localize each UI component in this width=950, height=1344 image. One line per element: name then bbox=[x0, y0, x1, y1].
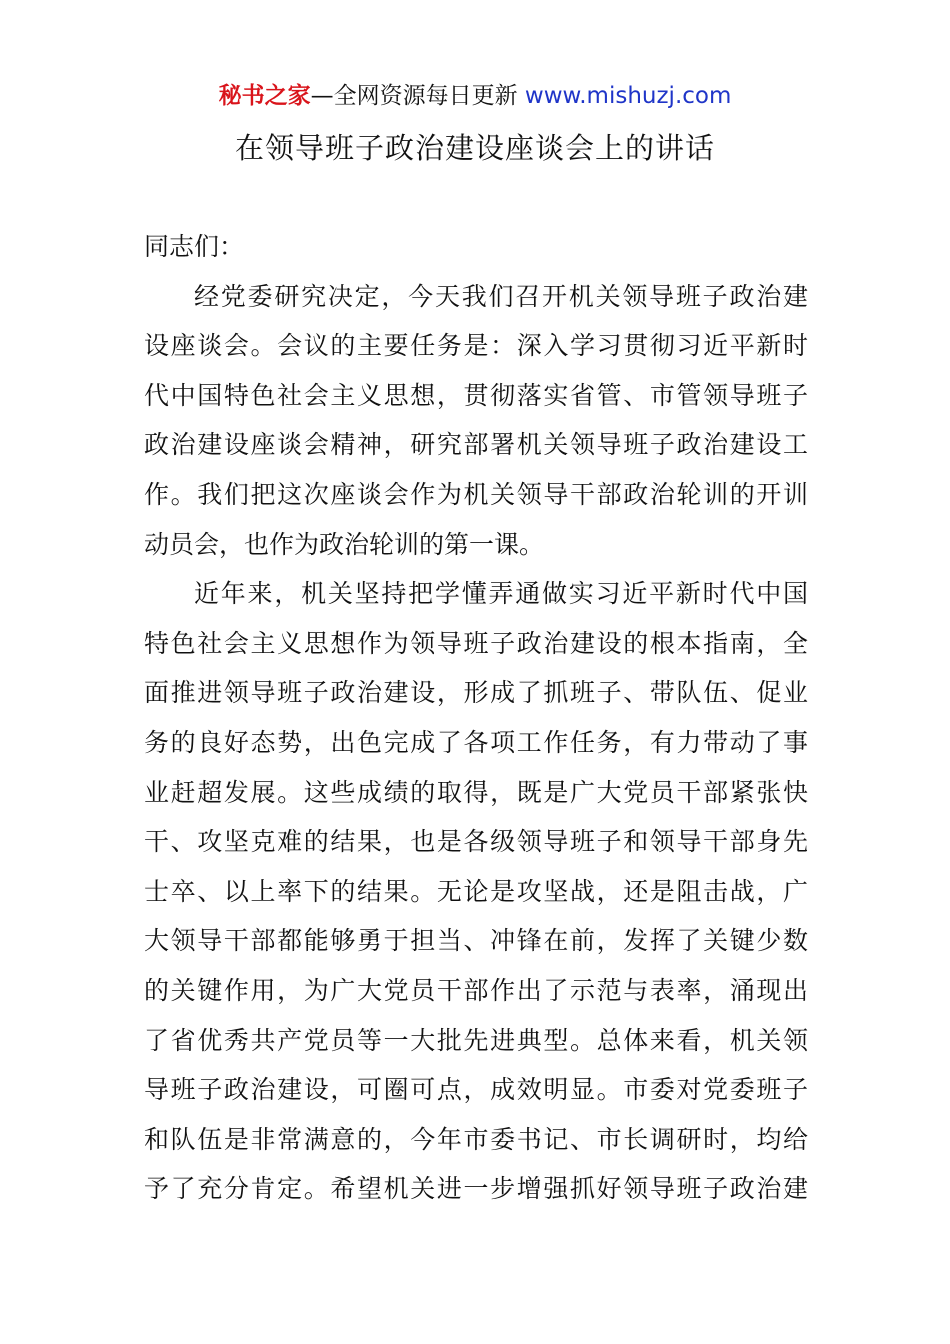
paragraph-line: 导班子政治建设，可圈可点，成效明显。市委对党委班子 bbox=[144, 1075, 808, 1105]
paragraph-line: 经党委研究决定，今天我们召开机关领导班子政治建 bbox=[194, 281, 808, 311]
paragraph-line: 务的良好态势，出色完成了各项工作任务，有力带动了事 bbox=[144, 727, 808, 757]
paragraph-line: 近年来，机关坚持把学懂弄通做实习近平新时代中国 bbox=[194, 579, 808, 609]
document-body bbox=[144, 222, 808, 1214]
paragraph-line: 予了充分肯定。希望机关进一步增强抓好领导班子政治建 bbox=[144, 1174, 808, 1204]
paragraph-line: 干、攻坚克难的结果，也是各级领导班子和领导干部身先 bbox=[144, 827, 808, 857]
paragraph-line: 设座谈会。会议的主要任务是：深入学习贯彻习近平新时 bbox=[144, 331, 808, 361]
paragraph-line: 士卒、以上率下的结果。无论是攻坚战，还是阻击战，广 bbox=[144, 876, 808, 906]
paragraph-line: 动员会，也作为政治轮训的第一课。 bbox=[144, 529, 545, 559]
paragraph-line: 了省优秀共产党员等一大批先进典型。总体来看，机关领 bbox=[144, 1025, 808, 1055]
paragraph-line: 大领导干部都能够勇于担当、冲锋在前，发挥了关键少数 bbox=[144, 926, 808, 956]
paragraph-line: 和队伍是非常满意的，今年市委书记、市长调研时，均给 bbox=[144, 1124, 808, 1154]
paragraph-line: 政治建设座谈会精神，研究部署机关领导班子政治建设工 bbox=[144, 430, 808, 460]
paragraph-line: 面推进领导班子政治建设，形成了抓班子、带队伍、促业 bbox=[144, 678, 808, 708]
paragraph-line: 业赶超发展。这些成绩的取得，既是广大党员干部紧张快 bbox=[144, 777, 808, 807]
site-header bbox=[0, 80, 950, 112]
document-title: 在领导班子政治建设座谈会上的讲话 bbox=[234, 131, 715, 165]
paragraph-line: 特色社会主义思想作为领导班子政治建设的根本指南，全 bbox=[144, 628, 808, 658]
salutation: 同志们： bbox=[144, 232, 245, 261]
site-tagline: —全网资源每日更新 bbox=[310, 83, 518, 109]
site-url-link[interactable]: www.mishuzj.com bbox=[524, 83, 732, 109]
paragraph-line: 代中国特色社会主义思想，贯彻落实省管、市管领导班子 bbox=[144, 380, 808, 410]
site-brand: 秘书之家 bbox=[218, 83, 311, 109]
paragraph-line: 的关键作用，为广大党员干部作出了示范与表率，涌现出 bbox=[144, 975, 808, 1005]
paragraph-line: 作。我们把这次座谈会作为机关领导干部政治轮训的开训 bbox=[144, 479, 808, 509]
